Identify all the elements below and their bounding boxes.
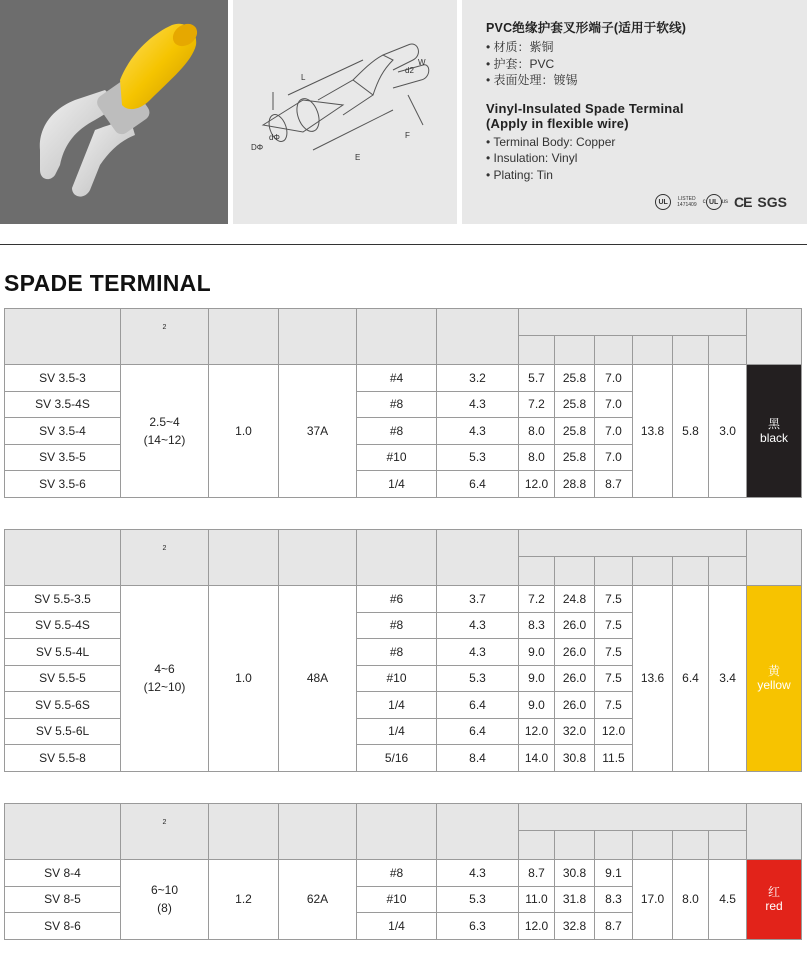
header-dim-e [633, 336, 673, 365]
header-dim-dphi [709, 831, 747, 860]
cell-f: 9.1 [595, 860, 633, 887]
header-usa-screw [357, 530, 437, 586]
dimension-diagram [233, 0, 457, 224]
header-cable-size-sup: 2 [162, 544, 167, 552]
cell-item: SV 3.5-3 [5, 365, 121, 392]
color-en: yellow [757, 678, 791, 693]
cell-dphi-inner: 4.5 [709, 860, 747, 940]
cell-usa-screw: #8 [357, 612, 437, 639]
header-cable-size-sup: 2 [162, 323, 167, 331]
product-photo [0, 0, 228, 224]
cell-color [747, 365, 802, 498]
cell-w: 8.0 [519, 418, 555, 445]
divider [0, 244, 807, 245]
cell-usa-screw: #4 [357, 365, 437, 392]
cell-screw-dia: 3.7 [437, 586, 519, 613]
cell-dphi-inner: 3.0 [709, 365, 747, 498]
cell-item: SV 3.5-5 [5, 444, 121, 471]
cell-f: 7.5 [595, 612, 633, 639]
cell-max-current: 48A [279, 586, 357, 772]
label-W: W [418, 58, 426, 67]
header-screw-dia [437, 309, 519, 365]
cable-size-awg: (14~12) [143, 432, 186, 447]
cell-thickness: 1.2 [209, 860, 279, 940]
header-color [747, 309, 802, 365]
cell-f: 8.7 [595, 913, 633, 940]
cell-usa-screw: #8 [357, 391, 437, 418]
cell-dphi-outer: 6.4 [673, 586, 709, 772]
header-dim-dphi [709, 557, 747, 586]
certification-logos [655, 190, 787, 214]
cell-l: 25.8 [555, 418, 595, 445]
cell-e: 17.0 [633, 860, 673, 940]
cell-l: 26.0 [555, 665, 595, 692]
cell-f: 11.5 [595, 745, 633, 772]
cell-usa-screw: #8 [357, 418, 437, 445]
header-item [5, 530, 121, 586]
header-dim-dphi [673, 831, 709, 860]
cell-item: SV 8-4 [5, 860, 121, 887]
ce-icon: CE [733, 194, 752, 210]
cell-screw-dia: 8.4 [437, 745, 519, 772]
cable-size-mm: 4~6 [154, 662, 175, 677]
cn-title: PVC绝缘护套叉形端子(适用于软线) [486, 21, 687, 35]
header-thickness [209, 530, 279, 586]
cell-w: 9.0 [519, 639, 555, 666]
header-color [747, 530, 802, 586]
header-max-current [279, 530, 357, 586]
header-dim-w [519, 557, 555, 586]
cul-icon [703, 194, 728, 210]
cell-f: 7.0 [595, 444, 633, 471]
header-dim-dphi [709, 336, 747, 365]
cell-w: 9.0 [519, 692, 555, 719]
cell-screw-dia: 4.3 [437, 418, 519, 445]
header-max-current [279, 804, 357, 860]
cell-item: SV 5.5-8 [5, 745, 121, 772]
cell-w: 5.7 [519, 365, 555, 392]
header-dim-l [555, 336, 595, 365]
cell-cable-size [121, 365, 209, 498]
cell-color [747, 586, 802, 772]
header-dim-dphi [673, 336, 709, 365]
cell-screw-dia: 3.2 [437, 365, 519, 392]
cell-f: 7.0 [595, 391, 633, 418]
ul-listed-label [677, 196, 696, 208]
cell-usa-screw: #10 [357, 665, 437, 692]
cell-f: 7.5 [595, 692, 633, 719]
cell-e: 13.8 [633, 365, 673, 498]
cell-l: 30.8 [555, 745, 595, 772]
cell-usa-screw: 1/4 [357, 718, 437, 745]
cell-w: 8.3 [519, 612, 555, 639]
cell-usa-screw: 1/4 [357, 471, 437, 498]
cell-l: 26.0 [555, 692, 595, 719]
cell-l: 32.0 [555, 718, 595, 745]
cell-item: SV 5.5-6S [5, 692, 121, 719]
header-dim-f [595, 336, 633, 365]
cell-cable-size [121, 586, 209, 772]
en-title-line-2: (Apply in flexible wire) [486, 115, 629, 131]
cul-us: us [721, 199, 728, 205]
cell-item: SV 8-6 [5, 913, 121, 940]
cn-spec-material: • 材质：紫铜 [486, 39, 807, 56]
spade-terminal-image [0, 0, 228, 224]
cell-w: 11.0 [519, 886, 555, 913]
header-cable-size [121, 530, 209, 586]
label-dPhi: dΦ [269, 133, 280, 142]
header-dim-f [595, 831, 633, 860]
cell-l: 28.8 [555, 471, 595, 498]
cell-item: SV 3.5-4S [5, 391, 121, 418]
cell-dphi-outer: 8.0 [673, 860, 709, 940]
cell-f: 8.3 [595, 886, 633, 913]
cell-thickness: 1.0 [209, 365, 279, 498]
cell-usa-screw: #10 [357, 444, 437, 471]
cn-spec-insulation: • 护套：PVC [486, 56, 807, 73]
cell-l: 24.8 [555, 586, 595, 613]
header-item [5, 309, 121, 365]
cell-l: 25.8 [555, 365, 595, 392]
label-d2: d2 [405, 66, 414, 75]
cable-size-mm: 2.5~4 [149, 414, 180, 429]
cell-cable-size [121, 860, 209, 940]
en-title-line-1: Vinyl-Insulated Spade Terminal [486, 100, 684, 116]
en-title [486, 101, 807, 131]
cell-max-current: 37A [279, 365, 357, 498]
cell-screw-dia: 5.3 [437, 444, 519, 471]
cell-item: SV 5.5-5 [5, 665, 121, 692]
color-cn: 黄 [768, 664, 781, 679]
color-cn: 黑 [768, 416, 781, 431]
table-row [5, 365, 802, 392]
en-spec-plating: • Plating: Tin [486, 167, 807, 184]
header-screw-dia [437, 804, 519, 860]
header-max-current [279, 309, 357, 365]
table-row [5, 860, 802, 887]
product-info-panel [462, 0, 807, 224]
cell-screw-dia: 4.3 [437, 391, 519, 418]
header-screw-dia [437, 530, 519, 586]
cell-max-current: 62A [279, 860, 357, 940]
cell-screw-dia: 6.4 [437, 718, 519, 745]
header-dim-w [519, 336, 555, 365]
cell-usa-screw: 1/4 [357, 692, 437, 719]
spec-table-2 [4, 529, 802, 772]
header-dim-e [633, 557, 673, 586]
color-en: red [765, 899, 783, 914]
cul-c: c [702, 199, 706, 205]
spec-table-1 [4, 308, 802, 498]
header-cable-size [121, 804, 209, 860]
cell-f: 12.0 [595, 718, 633, 745]
cell-item: SV 5.5-3.5 [5, 586, 121, 613]
cable-size-awg: (12~10) [143, 680, 186, 695]
cell-usa-screw: 5/16 [357, 745, 437, 772]
cn-spec-plating: • 表面处理：镀锡 [486, 72, 807, 89]
cell-screw-dia: 5.3 [437, 886, 519, 913]
cell-w: 7.2 [519, 391, 555, 418]
header-dimension [519, 309, 747, 336]
ul-icon: UL [655, 194, 671, 210]
cell-screw-dia: 5.3 [437, 665, 519, 692]
cell-item: SV 5.5-4L [5, 639, 121, 666]
cell-usa-screw: #10 [357, 886, 437, 913]
en-spec-body: • Terminal Body: Copper [486, 134, 807, 151]
header-thickness [209, 309, 279, 365]
spec-table-3 [4, 803, 802, 940]
header-dim-e [633, 831, 673, 860]
dimension-drawing [233, 0, 457, 224]
cell-w: 8.0 [519, 444, 555, 471]
cell-w: 12.0 [519, 913, 555, 940]
cell-f: 7.5 [595, 586, 633, 613]
cell-color [747, 860, 802, 940]
cell-f: 7.5 [595, 665, 633, 692]
header-dim-dphi [673, 557, 709, 586]
label-F: F [405, 131, 410, 140]
header-dimension [519, 804, 747, 831]
cell-screw-dia: 6.4 [437, 692, 519, 719]
header-cable-size-sup: 2 [162, 818, 167, 826]
cell-f: 7.0 [595, 365, 633, 392]
cell-w: 9.0 [519, 665, 555, 692]
cell-f: 8.7 [595, 471, 633, 498]
cell-item: SV 5.5-6L [5, 718, 121, 745]
cell-l: 25.8 [555, 444, 595, 471]
cell-item: SV 8-5 [5, 886, 121, 913]
header-dimension [519, 530, 747, 557]
cell-w: 7.2 [519, 586, 555, 613]
listed-text: LISTED [678, 196, 696, 202]
cell-item: SV 3.5-6 [5, 471, 121, 498]
header-item [5, 804, 121, 860]
cell-w: 12.0 [519, 471, 555, 498]
cell-l: 30.8 [555, 860, 595, 887]
cell-thickness: 1.0 [209, 586, 279, 772]
cell-screw-dia: 4.3 [437, 612, 519, 639]
cell-e: 13.6 [633, 586, 673, 772]
color-en: black [760, 430, 789, 445]
cell-f: 7.5 [595, 639, 633, 666]
cell-l: 25.8 [555, 391, 595, 418]
en-spec-insulation: • Insulation: Vinyl [486, 150, 807, 167]
cell-dphi-outer: 5.8 [673, 365, 709, 498]
color-cn: 红 [768, 885, 781, 900]
header-color [747, 804, 802, 860]
cul-ul: UL [706, 194, 722, 210]
cell-screw-dia: 4.3 [437, 639, 519, 666]
cable-size-mm: 6~10 [150, 883, 179, 898]
cell-usa-screw: #8 [357, 860, 437, 887]
sgs-icon: SGS [757, 194, 787, 210]
cable-size-awg: (8) [157, 901, 172, 916]
header-usa-screw [357, 804, 437, 860]
header-dim-l [555, 557, 595, 586]
cell-l: 26.0 [555, 612, 595, 639]
label-DPhi: DΦ [251, 143, 264, 152]
header-dim-f [595, 557, 633, 586]
cell-screw-dia: 4.3 [437, 860, 519, 887]
cell-usa-screw: #8 [357, 639, 437, 666]
cell-w: 14.0 [519, 745, 555, 772]
section-title: SPADE TERMINAL [4, 270, 211, 296]
cell-l: 31.8 [555, 886, 595, 913]
listed-number: 1471409 [677, 202, 697, 208]
cell-l: 32.8 [555, 913, 595, 940]
cell-l: 26.0 [555, 639, 595, 666]
cell-screw-dia: 6.4 [437, 471, 519, 498]
header-cable-size [121, 309, 209, 365]
cell-item: SV 3.5-4 [5, 418, 121, 445]
header-dim-w [519, 831, 555, 860]
cell-w: 12.0 [519, 718, 555, 745]
table-row [5, 586, 802, 613]
header-usa-screw [357, 309, 437, 365]
label-L: L [301, 73, 306, 82]
cell-usa-screw: 1/4 [357, 913, 437, 940]
header-thickness [209, 804, 279, 860]
cell-dphi-inner: 3.4 [709, 586, 747, 772]
cell-screw-dia: 6.3 [437, 913, 519, 940]
label-E: E [355, 153, 361, 162]
cell-item: SV 5.5-4S [5, 612, 121, 639]
cell-w: 8.7 [519, 860, 555, 887]
cell-f: 7.0 [595, 418, 633, 445]
cell-usa-screw: #6 [357, 586, 437, 613]
header-dim-l [555, 831, 595, 860]
